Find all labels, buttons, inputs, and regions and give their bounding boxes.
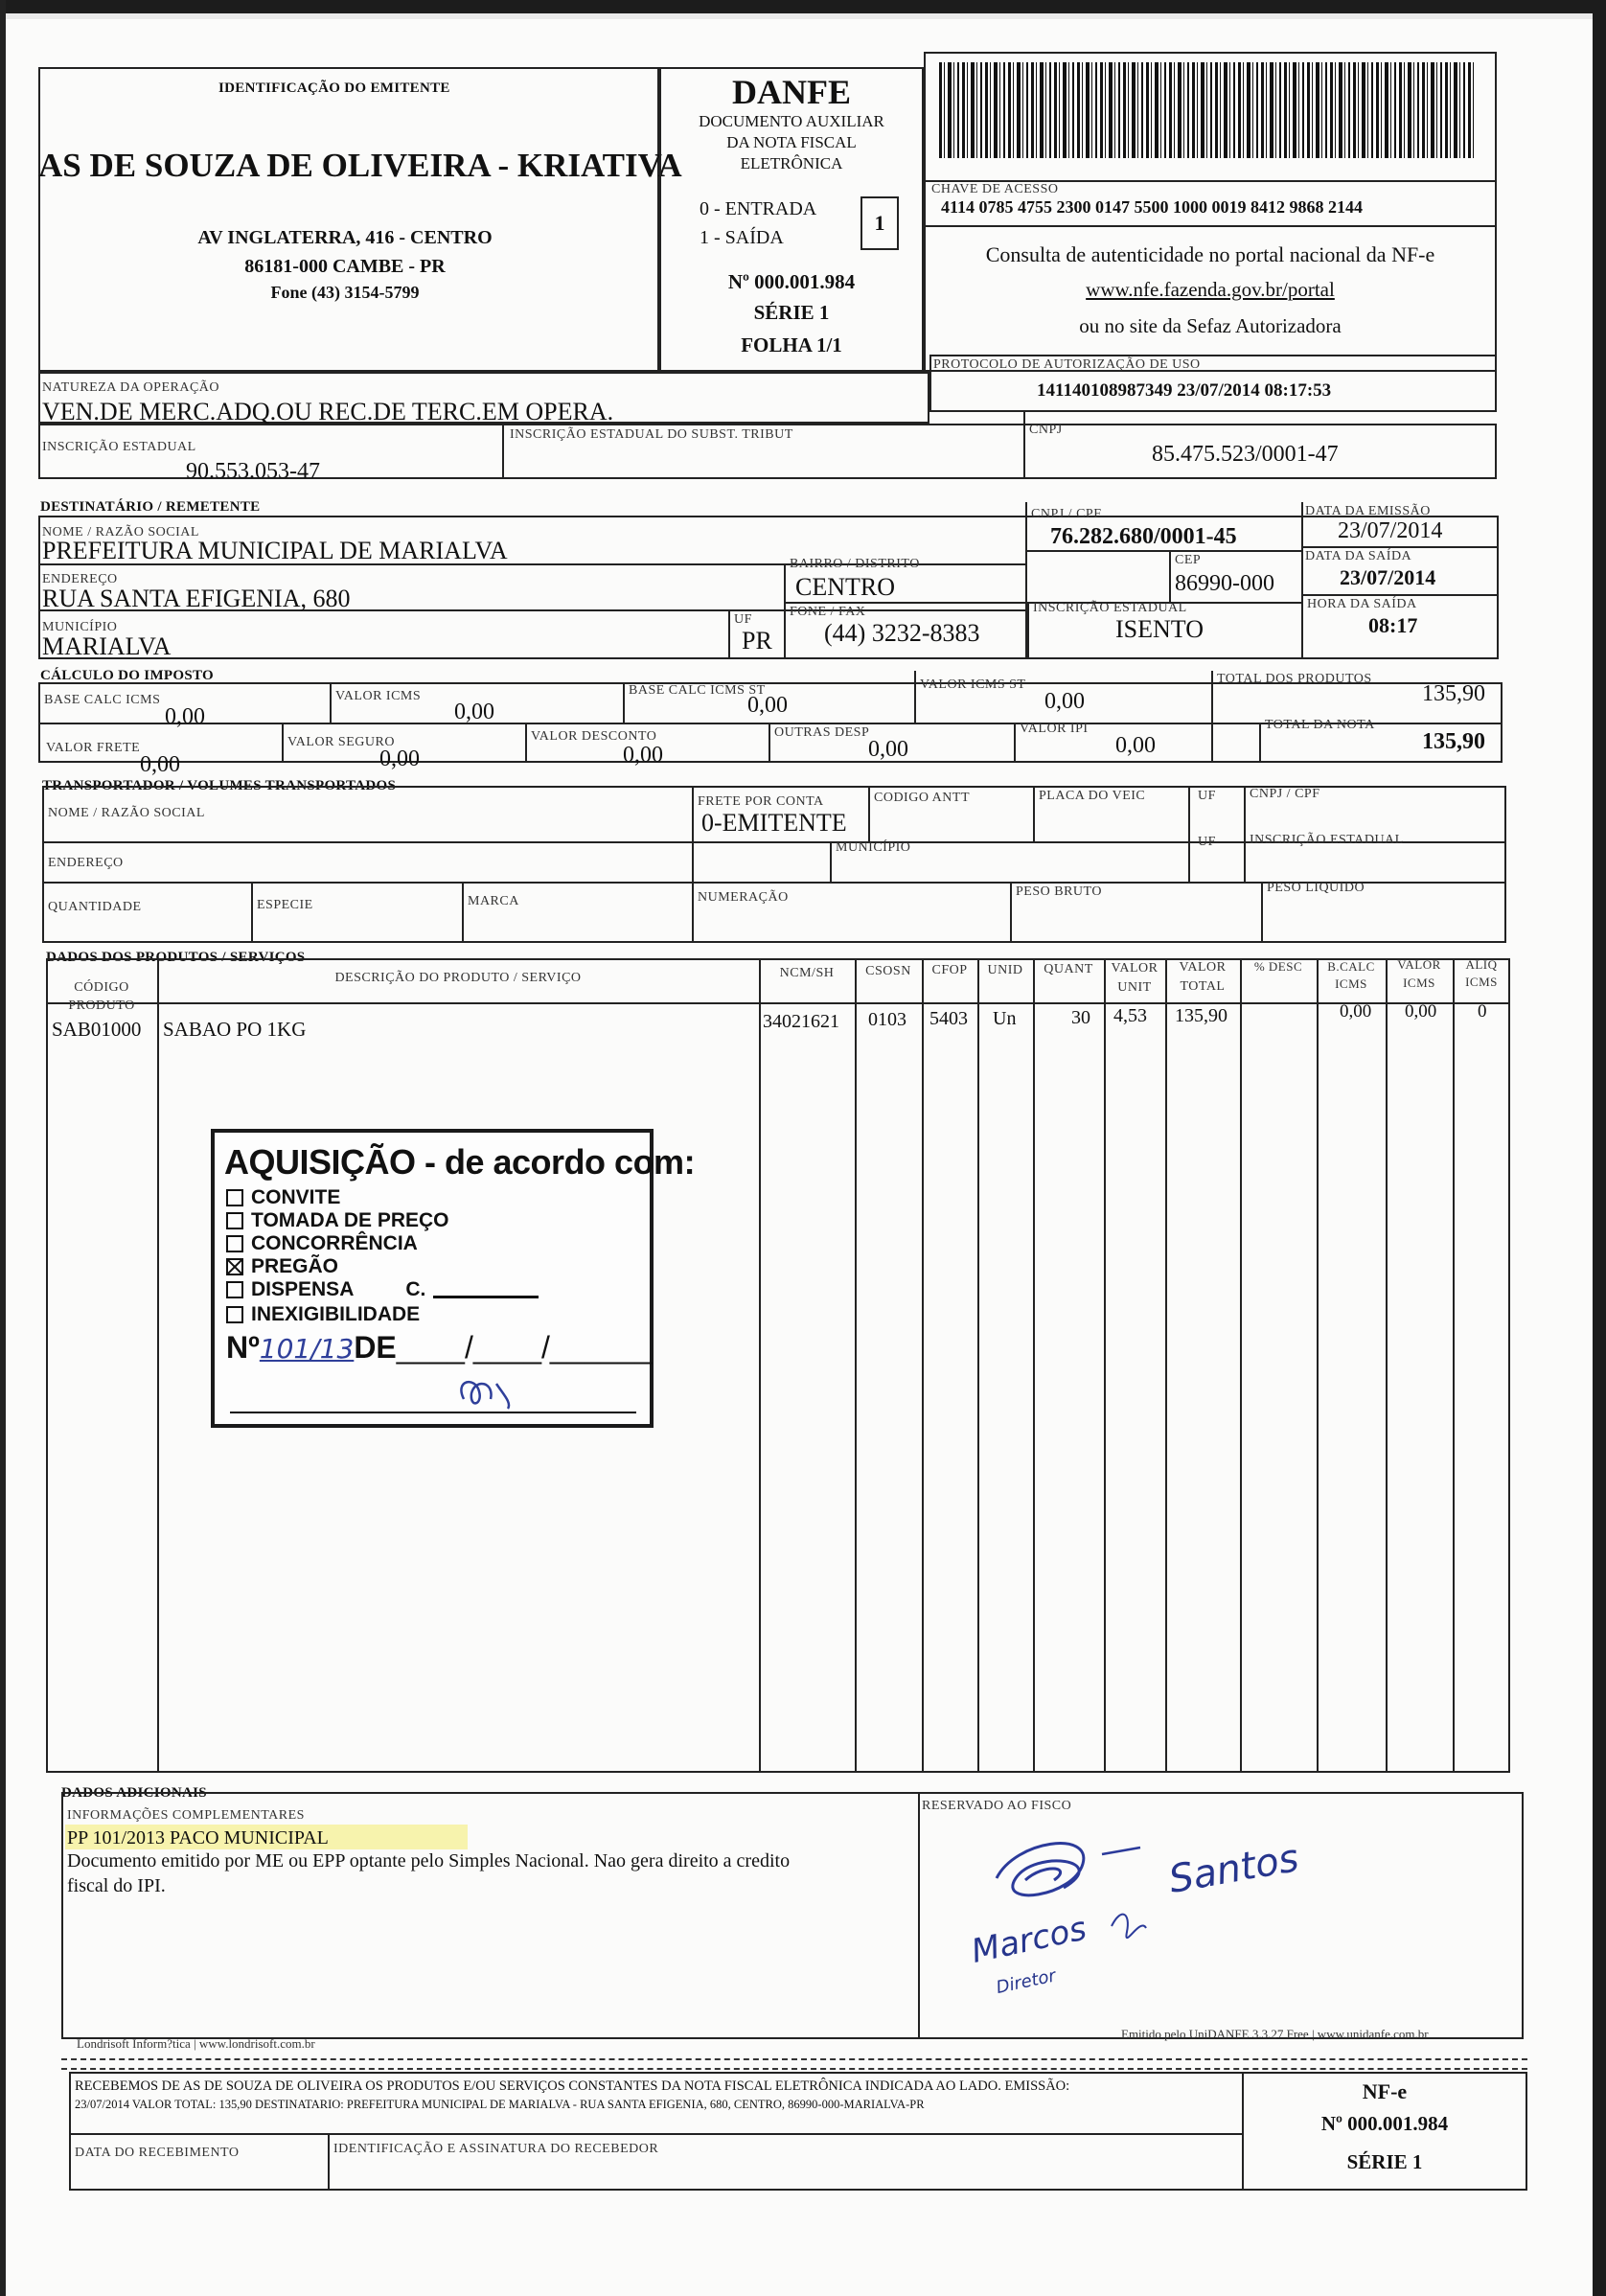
- transp-peso-bruto-label: PESO BRUTO: [1016, 884, 1102, 899]
- dest-ie-label: INSCRIÇÃO ESTADUAL: [1033, 601, 1187, 615]
- valor-seguro-label: VALOR SEGURO: [287, 735, 395, 749]
- valor-icms: 0,00: [454, 700, 494, 724]
- stamp-option-pregao: PREGÃO: [226, 1255, 338, 1278]
- consulta-text-1: Consulta de autenticidade no portal nacional da NF-e: [985, 242, 1435, 266]
- prod-h-vicms-1: VALOR: [1397, 957, 1441, 972]
- valor-icms-st: 0,00: [1044, 689, 1085, 714]
- danfe-subtitle-3: ELETRÔNICA: [740, 154, 843, 172]
- dest-cnpj: 76.282.680/0001-45: [1050, 524, 1237, 549]
- dest-col-divider-uf: [728, 609, 730, 659]
- dest-fone: (44) 3232-8383: [824, 619, 980, 647]
- prod-h-bcalc-1: B.CALC: [1327, 959, 1375, 974]
- dest-col-divider-bairro: [784, 563, 786, 659]
- stamp-numero-row: Nº101/13DE____/____/______: [226, 1330, 653, 1365]
- footer-right: Emitido pelo UniDANFE 3.3.27 Free | www.unidanfe.com.br: [1121, 2027, 1429, 2041]
- cnpj-emitente-label: CNPJ: [1029, 423, 1063, 437]
- prod-col-desc-pct: [1240, 958, 1242, 1773]
- stamp-option-convite: CONVITE: [226, 1186, 340, 1209]
- transp-peso-liquido-label: PESO LIQUIDO: [1267, 881, 1365, 895]
- assinatura-label: IDENTIFICAÇÃO E ASSINATURA DO RECEBEDOR: [333, 2142, 659, 2156]
- consulta-divider: [924, 225, 1497, 227]
- transp-numeracao-label: NUMERAÇÃO: [698, 890, 789, 905]
- ie-st-label: INSCRIÇÃO ESTADUAL DO SUBST. TRIBUT: [510, 427, 793, 442]
- prod-descricao: SABAO PO 1KG: [163, 1018, 307, 1041]
- checked-checkbox-icon: [226, 1258, 243, 1275]
- total-nota: 135,90: [1422, 729, 1485, 754]
- emitente-box: [38, 67, 682, 372]
- transp-col-peso-liq: [1261, 882, 1263, 943]
- info-line-2: Documento emitido por ME ou EPP optante pelo Simples Nacional. Nao gera direito a credito: [67, 1850, 791, 1871]
- base-icms-label: BASE CALC ICMS: [44, 693, 161, 707]
- nfe-serie: SÉRIE 1: [1346, 2150, 1423, 2173]
- produtos-section-label: DADOS DOS PRODUTOS / SERVIÇOS: [46, 950, 306, 965]
- stamp-option-tomada: TOMADA DE PREÇO: [226, 1209, 449, 1232]
- ie-value: 90.553.053-47: [186, 459, 320, 484]
- prod-h-cfop: CFOP: [931, 963, 968, 977]
- base-icms-st: 0,00: [747, 693, 788, 718]
- outras-desp-label: OUTRAS DESP: [774, 725, 870, 740]
- prod-h-codigo-2: PRODUTO: [68, 999, 135, 1013]
- emitente-city: 86181-000 CAMBE - PR: [244, 256, 446, 277]
- info-label: INFORMAÇÕES COMPLEMENTARES: [67, 1808, 305, 1823]
- transp-col-placa: [1033, 786, 1035, 841]
- prod-codigo: SAB01000: [52, 1018, 142, 1041]
- dest-col-divider-ie: [1027, 602, 1029, 659]
- dest-col-divider-date: [1301, 502, 1303, 659]
- dest-municipio: MARIALVA: [42, 632, 172, 660]
- data-recebimento-label: DATA DO RECEBIMENTO: [75, 2146, 240, 2160]
- prod-h-descricao: DESCRIÇÃO DO PRODUTO / SERVIÇO: [334, 971, 582, 985]
- base-icms: 0,00: [165, 704, 205, 729]
- dest-uf: PR: [742, 627, 772, 654]
- transp-col-especie: [251, 882, 253, 943]
- chave-label: CHAVE DE ACESSO: [931, 182, 1059, 196]
- footer-left: Londrisoft Inform?tica | www.londrisoft.com.br: [77, 2036, 315, 2051]
- transp-col-cnpj: [1244, 786, 1246, 882]
- signature-name: Santos: [1165, 1835, 1302, 1902]
- valor-ipi: 0,00: [1115, 733, 1156, 758]
- prod-h-bcalc-2: ICMS: [1335, 976, 1367, 991]
- prod-unid: Un: [993, 1008, 1017, 1029]
- signature-diretor: Diretor: [994, 1965, 1058, 1998]
- emitente-section-label: IDENTIFICAÇÃO DO EMITENTE: [218, 80, 450, 96]
- imposto-col-2: [623, 682, 625, 723]
- checkbox-icon: [226, 1189, 243, 1206]
- prod-col-csosn: [855, 958, 857, 1773]
- prod-h-aliq-1: ALIQ: [1465, 957, 1498, 972]
- prod-cfop: 5403: [929, 1008, 968, 1029]
- danfe-saida: 1 - SAÍDA: [700, 227, 784, 248]
- dest-data-emissao: 23/07/2014: [1338, 518, 1443, 543]
- adicionais-section-label: DADOS ADICIONAIS: [61, 1785, 207, 1801]
- stamp-title: AQUISIÇÃO - de acordo com:: [224, 1142, 696, 1182]
- prod-quant: 30: [1071, 1007, 1090, 1028]
- prod-ncm: 34021621: [763, 1011, 839, 1032]
- danfe-title: DANFE: [732, 73, 851, 111]
- stamp-option-concorrencia: CONCORRÊNCIA: [226, 1232, 418, 1255]
- prod-csosn: 0103: [868, 1009, 906, 1030]
- transp-cnpj-label: CNPJ / CPF: [1250, 787, 1320, 801]
- total-produtos: 135,90: [1422, 681, 1485, 706]
- prod-aliq: 0: [1478, 1001, 1487, 1022]
- prod-h-unid: UNID: [987, 963, 1023, 977]
- prod-col-bcalc: [1317, 958, 1319, 1773]
- inscricao-divider-1: [502, 424, 504, 479]
- total-produtos-label: TOTAL DOS PRODUTOS: [1217, 672, 1372, 686]
- dest-data-saida-label: DATA DA SAÍDA: [1305, 549, 1412, 563]
- cnpj-emitente-value: 85.475.523/0001-47: [1152, 442, 1339, 467]
- transp-placa-label: PLACA DO VEIC: [1039, 789, 1146, 803]
- prod-col-vunit: [1104, 958, 1106, 1773]
- transp-frete: 0-EMITENTE: [701, 809, 847, 837]
- prod-col-vicms: [1386, 958, 1388, 1773]
- info-line-3: fiscal do IPI.: [67, 1875, 166, 1896]
- scan-edge-right: [1593, 0, 1606, 2296]
- valor-desconto: 0,00: [623, 743, 663, 768]
- dest-nome-label: NOME / RAZÃO SOCIAL: [42, 525, 199, 540]
- imposto-col-8: [1014, 723, 1016, 763]
- prod-h-vunit-1: VALOR: [1111, 961, 1159, 976]
- transp-col-municipio: [830, 841, 832, 882]
- valor-icms-label: VALOR ICMS: [335, 689, 422, 703]
- prod-vtotal: 135,90: [1175, 1005, 1227, 1026]
- transp-col-frete: [692, 786, 694, 943]
- dest-col-divider-cep: [1169, 550, 1171, 602]
- danfe-subtitle-2: DA NOTA FISCAL: [726, 133, 857, 151]
- imposto-col-1: [330, 682, 332, 723]
- prod-col-ncm: [759, 958, 761, 1773]
- prod-col-aliq: [1453, 958, 1455, 1773]
- dest-hora-saida: 08:17: [1368, 613, 1418, 637]
- chave-value: 4114 0785 4755 2300 0147 5500 1000 0019 8412 9868 2144: [941, 197, 1364, 217]
- prod-h-vtotal-1: VALOR: [1179, 960, 1227, 975]
- transp-especie-label: ESPECIE: [257, 898, 313, 912]
- stamp-option-inexigibilidade: INEXIGIBILIDADE: [226, 1303, 420, 1326]
- scan-edge-left: [0, 0, 6, 2296]
- emitente-phone: Fone (43) 3154-5799: [270, 283, 420, 302]
- transp-endereco-label: ENDEREÇO: [48, 856, 124, 870]
- valor-ipi-label: VALOR IPI: [1020, 722, 1089, 736]
- signature-marcos: Marcos: [968, 1909, 1090, 1971]
- valor-desconto-label: VALOR DESCONTO: [531, 729, 657, 744]
- prod-col-desc: [157, 958, 159, 1773]
- prod-h-vtotal-2: TOTAL: [1180, 979, 1226, 994]
- stamp-option-dispensa: DISPENSA C.: [226, 1278, 539, 1301]
- protocolo-label: PROTOCOLO DE AUTORIZAÇÃO DE USO: [933, 357, 1201, 372]
- protocolo-value: 141140108987349 23/07/2014 08:17:53: [1037, 380, 1332, 401]
- nfe-label: NF-e: [1362, 2079, 1408, 2103]
- total-nota-label: TOTAL DA NOTA: [1265, 718, 1375, 732]
- transp-quantidade-label: QUANTIDADE: [48, 900, 142, 914]
- imposto-col-9: [1259, 723, 1261, 763]
- transp-col-peso-bruto: [1010, 882, 1012, 943]
- checkbox-icon: [226, 1235, 243, 1252]
- valor-icms-st-label: VALOR ICMS ST: [920, 677, 1026, 692]
- prod-vunit: 4,53: [1113, 1005, 1147, 1026]
- recibo-divider-v2: [328, 2133, 330, 2191]
- danfe-serie: SÉRIE 1: [753, 301, 830, 324]
- dest-data-saida: 23/07/2014: [1340, 565, 1436, 589]
- dest-fone-label: FONE / FAX: [790, 605, 866, 619]
- dest-date-divider-2: [1301, 594, 1499, 596]
- emitente-name: AS DE SOUZA DE OLIVEIRA - KRIATIVA: [38, 147, 682, 184]
- consulta-text-2: ou no site da Sefaz Autorizadora: [1079, 314, 1342, 337]
- cut-line-2: [61, 2068, 1527, 2070]
- transp-col-marca: [462, 882, 464, 943]
- inscricao-divider-2: [1023, 412, 1025, 479]
- scan-edge-top: [0, 0, 1606, 13]
- dest-endereco-label: ENDEREÇO: [42, 572, 118, 586]
- prod-col-vtotal: [1165, 958, 1167, 1773]
- transp-frete-label: FRETE POR CONTA: [698, 794, 824, 809]
- transp-col-antt: [868, 786, 870, 841]
- recibo-line-2: 23/07/2014 VALOR TOTAL: 135,90 DESTINATARIO: PREFEITURA MUNICIPAL DE MARIALVA - RUA SANTA EFIGENIA, 680, CENTRO, 86990-000-MARIALVA-PR: [75, 2098, 925, 2111]
- transp-marca-label: MARCA: [468, 894, 519, 908]
- valor-frete-label: VALOR FRETE: [46, 741, 141, 755]
- imposto-col-5: [282, 723, 284, 763]
- dest-municipio-label: MUNICÍPIO: [42, 620, 118, 634]
- prod-col-unid: [977, 958, 979, 1773]
- dest-cnpj-label: CNPJ / CPF: [1031, 507, 1102, 521]
- prod-h-csosn: CSOSN: [865, 964, 911, 978]
- imposto-section-label: CÁLCULO DO IMPOSTO: [40, 668, 214, 683]
- emitente-address: AV INGLATERRA, 416 - CENTRO: [197, 227, 493, 248]
- recibo-line-1: RECEBEMOS DE AS DE SOUZA DE OLIVEIRA OS PRODUTOS E/OU SERVIÇOS CONSTANTES DA NOTA FISCAL ELETRÔNICA INDICADA AO LADO. EMISSÃO:: [75, 2078, 1070, 2094]
- prod-h-codigo-1: CÓDIGO: [74, 980, 129, 995]
- recibo-divider-h: [69, 2133, 1242, 2135]
- dest-ie: ISENTO: [1115, 615, 1204, 643]
- danfe-folha: FOLHA 1/1: [741, 333, 842, 356]
- transp-nome-label: NOME / RAZÃO SOCIAL: [48, 806, 205, 820]
- prod-h-quant: QUANT: [1044, 962, 1093, 976]
- nfe-numero: Nº 000.001.984: [1320, 2112, 1449, 2135]
- prod-bcalc: 0,00: [1340, 1001, 1372, 1022]
- dest-endereco: RUA SANTA EFIGENIA, 680: [42, 585, 351, 612]
- cut-line-1: [61, 2058, 1527, 2060]
- prod-col-quant: [1033, 958, 1035, 1773]
- dest-uf-label: UF: [734, 612, 752, 627]
- valor-frete: 0,00: [140, 752, 180, 777]
- info-line-1: PP 101/2013 PACO MUNICIPAL: [67, 1827, 329, 1848]
- imposto-col-4: [1211, 671, 1213, 763]
- consulta-url[interactable]: www.nfe.fazenda.gov.br/portal: [1086, 278, 1335, 301]
- transp-col-uf: [1188, 786, 1190, 882]
- dest-data-emissao-label: DATA DA EMISSÃO: [1305, 504, 1431, 518]
- ie-label: INSCRIÇÃO ESTADUAL: [42, 440, 196, 454]
- checkbox-icon: [226, 1306, 243, 1323]
- aquisicao-stamp: [211, 1129, 696, 1428]
- produtos-header-divider: [46, 1002, 1510, 1004]
- c-blank-line: [433, 1282, 539, 1298]
- dest-cnpj-divider: [1025, 550, 1301, 552]
- prod-h-ncm: NCM/SH: [779, 966, 835, 980]
- dest-bairro-label: BAIRRO / DISTRITO: [790, 557, 920, 571]
- imposto-col-3: [914, 671, 916, 723]
- transp-municipio-label: MUNICÍPIO: [836, 840, 911, 855]
- adicionais-divider: [918, 1792, 920, 2039]
- checkbox-icon: [226, 1212, 243, 1229]
- dest-nome: PREFEITURA MUNICIPAL DE MARIALVA: [42, 537, 508, 564]
- dest-hora-saida-label: HORA DA SAÍDA: [1307, 597, 1417, 611]
- outras-desp: 0,00: [868, 737, 908, 762]
- stamp-numero-hand: 101/13: [259, 1333, 355, 1365]
- transp-ie-label: INSCRIÇÃO ESTADUAL: [1250, 833, 1404, 847]
- base-icms-st-label: BASE CALC ICMS ST: [629, 683, 766, 698]
- fisco-label: RESERVADO AO FISCO: [922, 1799, 1072, 1813]
- natureza-value: VEN.DE MERC.ADQ.OU REC.DE TERC.EM OPERA.: [42, 398, 614, 425]
- imposto-col-7: [769, 723, 770, 763]
- destinatario-section-label: DESTINATÁRIO / REMETENTE: [40, 499, 261, 515]
- prod-vicms: 0,00: [1405, 1001, 1437, 1022]
- prod-h-vunit-2: UNIT: [1117, 980, 1152, 995]
- stamp-signature: [224, 1370, 646, 1418]
- checkbox-icon: [226, 1281, 243, 1298]
- dest-cep-label: CEP: [1175, 553, 1202, 567]
- prod-col-cfop: [922, 958, 924, 1773]
- dest-bairro: CENTRO: [795, 573, 895, 601]
- danfe-tipo: 1: [874, 211, 885, 235]
- prod-h-aliq-2: ICMS: [1465, 975, 1498, 989]
- danfe-entrada: 0 - ENTRADA: [700, 198, 817, 219]
- transp-uf2-label: UF: [1198, 835, 1216, 849]
- transp-uf-label: UF: [1198, 789, 1216, 803]
- natureza-label: NATUREZA DA OPERAÇÃO: [42, 380, 220, 395]
- barcode-image: [939, 62, 1474, 158]
- prod-h-desc: % DESC: [1253, 959, 1303, 974]
- transp-antt-label: CODIGO ANTT: [874, 791, 970, 805]
- transportador-section-label: TRANSPORTADOR / VOLUMES TRANSPORTADOS: [42, 778, 397, 793]
- dest-date-divider-1: [1301, 546, 1499, 548]
- scan-edge-shadow: [0, 13, 1606, 19]
- prod-h-vicms-2: ICMS: [1403, 976, 1435, 990]
- danfe-subtitle-1: DOCUMENTO AUXILIAR: [699, 112, 884, 130]
- danfe-numero: Nº 000.001.984: [727, 270, 856, 293]
- valor-seguro: 0,00: [379, 746, 420, 771]
- imposto-col-6: [525, 723, 527, 763]
- dest-cep: 86990-000: [1175, 571, 1274, 596]
